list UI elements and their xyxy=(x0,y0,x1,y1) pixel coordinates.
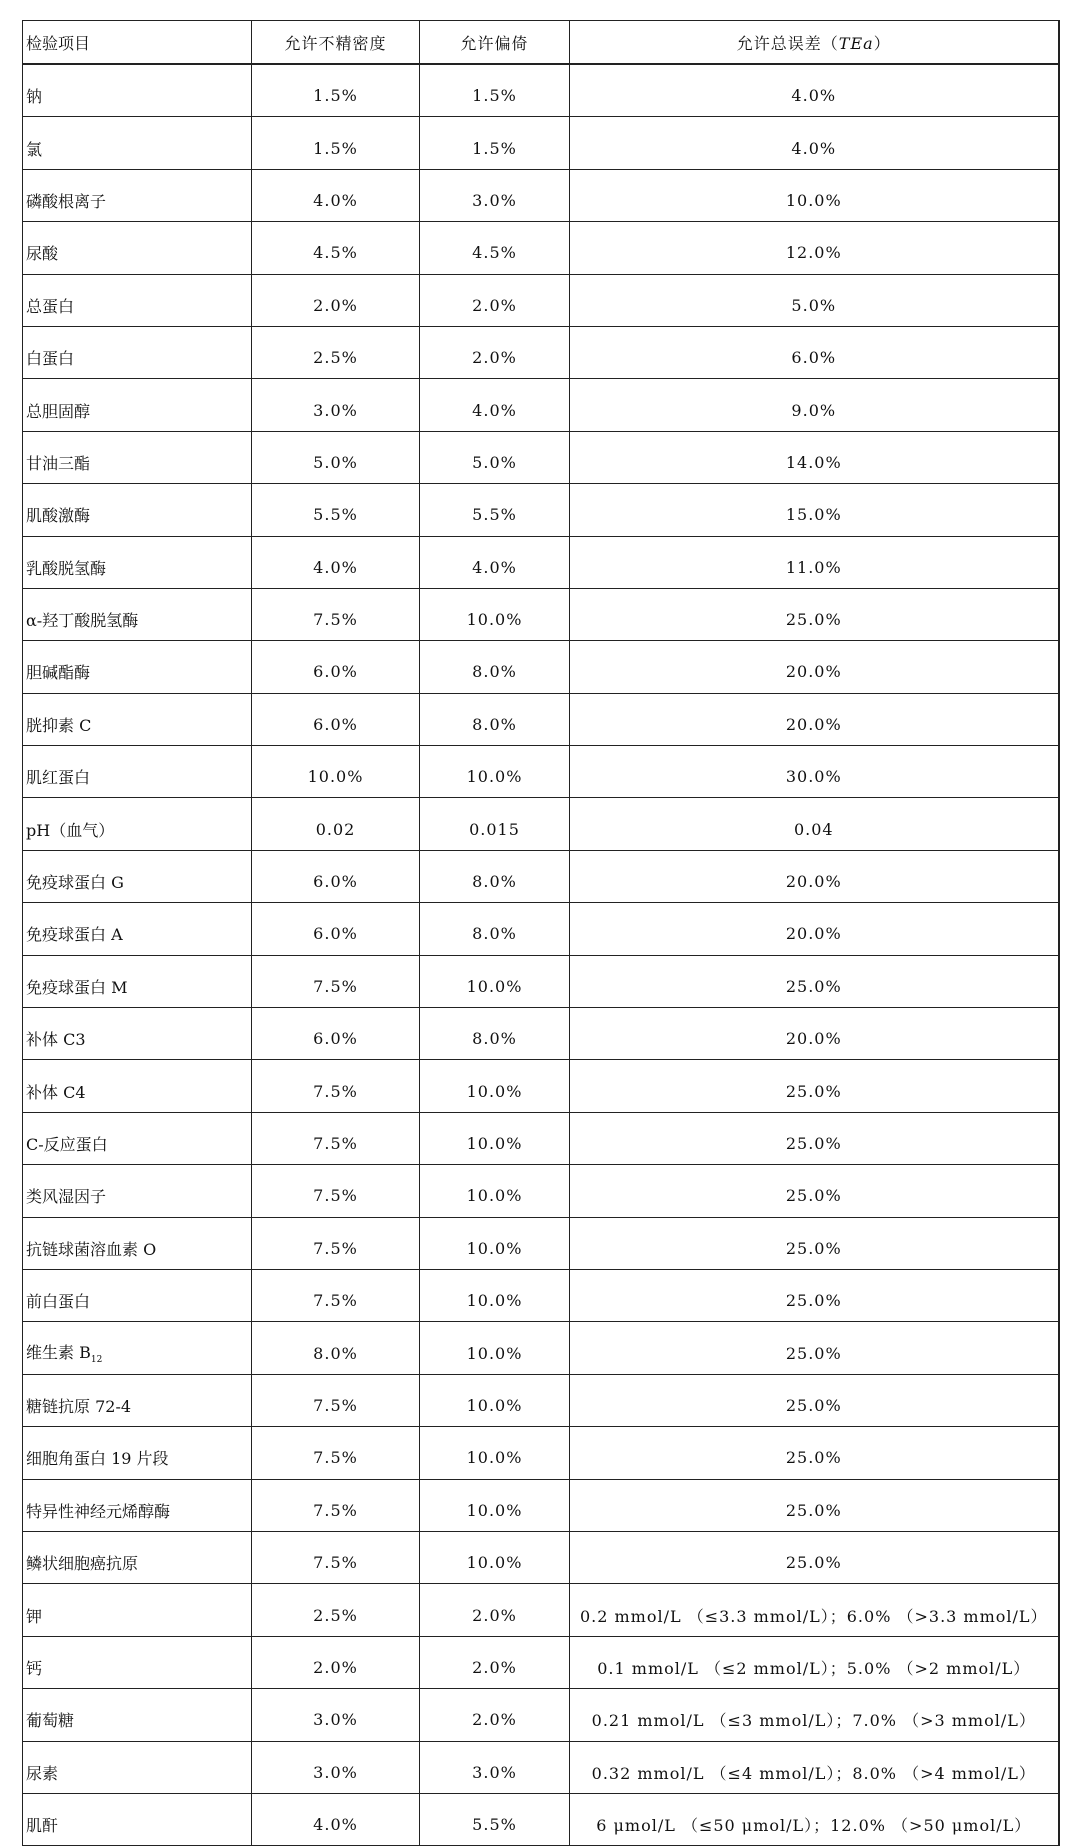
cell-item xyxy=(23,1636,252,1688)
item-label: 免疫球蛋白 A xyxy=(26,925,123,945)
item-label: 钙 xyxy=(26,1658,43,1678)
table-row xyxy=(23,1689,1059,1741)
cell-item xyxy=(23,1531,252,1583)
cell-tea: 11.0% xyxy=(570,536,1059,588)
cell-bias: 8.0% xyxy=(420,1008,570,1060)
cell-tea: 20.0% xyxy=(570,693,1059,745)
cell-bias: 4.0% xyxy=(420,379,570,431)
cell-item xyxy=(23,64,252,117)
cell-imprecision: 0.02 xyxy=(252,798,420,850)
item-label: 胆碱酯酶 xyxy=(26,663,91,683)
cell-bias: 10.0% xyxy=(420,955,570,1007)
cell-bias: 2.0% xyxy=(420,1584,570,1636)
cell-item xyxy=(23,536,252,588)
item-label: 免疫球蛋白 M xyxy=(26,977,128,997)
header-tea-label: 允许总误差（ xyxy=(736,33,839,53)
cell-item xyxy=(23,1060,252,1112)
cell-imprecision: 7.5% xyxy=(252,1060,420,1112)
cell-imprecision: 7.5% xyxy=(252,1217,420,1269)
cell-tea: 20.0% xyxy=(570,641,1059,693)
cell-imprecision: 6.0% xyxy=(252,693,420,745)
table-row xyxy=(23,641,1059,693)
table-row xyxy=(23,222,1059,274)
cell-tea: 20.0% xyxy=(570,903,1059,955)
cell-tea: 0.1 mmol/L （≤2 mmol/L）；5.0% （>2 mmol/L） xyxy=(570,1636,1059,1688)
cell-item xyxy=(23,1584,252,1636)
cell-imprecision: 5.0% xyxy=(252,431,420,483)
header-row xyxy=(23,21,1059,65)
cell-tea: 25.0% xyxy=(570,1060,1059,1112)
cell-tea: 0.32 mmol/L （≤4 mmol/L）；8.0% （>4 mmol/L） xyxy=(570,1741,1059,1793)
cell-item xyxy=(23,1479,252,1531)
cell-item xyxy=(23,1165,252,1217)
table-row xyxy=(23,588,1059,640)
table-row xyxy=(23,1165,1059,1217)
cell-item xyxy=(23,1322,252,1374)
cell-imprecision: 10.0% xyxy=(252,746,420,798)
item-label: 白蛋白 xyxy=(26,349,75,369)
header-tea-italic: TEa xyxy=(838,33,874,53)
item-label: 肌酐 xyxy=(26,1816,59,1836)
table-row xyxy=(23,326,1059,378)
cell-tea: 4.0% xyxy=(570,117,1059,169)
cell-tea: 14.0% xyxy=(570,431,1059,483)
table-row xyxy=(23,117,1059,169)
table-row xyxy=(23,1112,1059,1164)
cell-imprecision: 6.0% xyxy=(252,641,420,693)
cell-tea: 25.0% xyxy=(570,1479,1059,1531)
cell-item xyxy=(23,746,252,798)
table-row xyxy=(23,798,1059,850)
cell-imprecision: 7.5% xyxy=(252,1531,420,1583)
cell-tea: 25.0% xyxy=(570,1531,1059,1583)
cell-bias: 4.0% xyxy=(420,536,570,588)
item-label: 氯 xyxy=(26,139,43,159)
cell-tea: 25.0% xyxy=(570,1269,1059,1321)
cell-imprecision: 6.0% xyxy=(252,1008,420,1060)
item-label: 总胆固醇 xyxy=(26,401,91,421)
item-label: 补体 C4 xyxy=(26,1082,86,1102)
table-row xyxy=(23,431,1059,483)
item-label: 鳞状细胞癌抗原 xyxy=(26,1554,139,1574)
cell-bias: 1.5% xyxy=(420,117,570,169)
item-label: 磷酸根离子 xyxy=(26,191,107,211)
table-row xyxy=(23,1008,1059,1060)
cell-item xyxy=(23,1689,252,1741)
cell-imprecision: 4.0% xyxy=(252,536,420,588)
cell-bias: 3.0% xyxy=(420,1741,570,1793)
cell-tea: 5.0% xyxy=(570,274,1059,326)
cell-item xyxy=(23,1217,252,1269)
table-row xyxy=(23,1636,1059,1688)
cell-imprecision: 7.5% xyxy=(252,588,420,640)
table-row xyxy=(23,379,1059,431)
cell-tea: 4.0% xyxy=(570,64,1059,117)
cell-item xyxy=(23,641,252,693)
cell-imprecision: 4.0% xyxy=(252,169,420,221)
cell-bias: 5.5% xyxy=(420,1793,570,1845)
header-bias: 允许偏倚 xyxy=(420,21,570,65)
item-label: 乳酸脱氢酶 xyxy=(26,558,107,578)
cell-imprecision: 4.5% xyxy=(252,222,420,274)
cell-imprecision: 4.0% xyxy=(252,1793,420,1845)
cell-imprecision: 6.0% xyxy=(252,850,420,902)
cell-imprecision: 3.0% xyxy=(252,1741,420,1793)
item-label: 抗链球菌溶血素 O xyxy=(26,1239,157,1259)
cell-imprecision: 3.0% xyxy=(252,379,420,431)
cell-bias: 1.5% xyxy=(420,64,570,117)
table-row xyxy=(23,903,1059,955)
cell-tea: 25.0% xyxy=(570,1217,1059,1269)
item-label: 钠 xyxy=(26,87,43,107)
cell-tea: 0.21 mmol/L （≤3 mmol/L）；7.0% （>3 mmol/L） xyxy=(570,1689,1059,1741)
cell-item xyxy=(23,326,252,378)
cell-bias: 5.5% xyxy=(420,484,570,536)
item-label: 补体 C3 xyxy=(26,1030,86,1050)
cell-item xyxy=(23,1008,252,1060)
header-imprecision: 允许不精密度 xyxy=(252,21,420,65)
cell-tea: 20.0% xyxy=(570,1008,1059,1060)
cell-tea: 9.0% xyxy=(570,379,1059,431)
item-label: 肌酸激酶 xyxy=(26,506,91,526)
item-label: 总蛋白 xyxy=(26,296,75,316)
cell-bias: 10.0% xyxy=(420,1322,570,1374)
cell-item xyxy=(23,903,252,955)
table-row xyxy=(23,1793,1059,1845)
item-label: 甘油三酯 xyxy=(26,453,91,473)
item-label: 葡萄糖 xyxy=(26,1711,75,1731)
table-row xyxy=(23,746,1059,798)
cell-imprecision: 7.5% xyxy=(252,955,420,1007)
cell-item xyxy=(23,1374,252,1426)
cell-tea: 25.0% xyxy=(570,955,1059,1007)
cell-item xyxy=(23,379,252,431)
cell-imprecision: 7.5% xyxy=(252,1165,420,1217)
cell-item xyxy=(23,1269,252,1321)
cell-item xyxy=(23,955,252,1007)
cell-item xyxy=(23,1741,252,1793)
table-row xyxy=(23,1741,1059,1793)
table-row xyxy=(23,850,1059,902)
cell-imprecision: 2.0% xyxy=(252,1636,420,1688)
item-label: α-羟丁酸脱氢酶 xyxy=(26,611,139,631)
item-label: 糖链抗原 72-4 xyxy=(26,1396,132,1416)
cell-imprecision: 7.5% xyxy=(252,1479,420,1531)
cell-tea: 12.0% xyxy=(570,222,1059,274)
cell-imprecision: 6.0% xyxy=(252,903,420,955)
cell-bias: 10.0% xyxy=(420,746,570,798)
cell-tea: 20.0% xyxy=(570,850,1059,902)
cell-item xyxy=(23,1427,252,1479)
header-tea xyxy=(570,21,1059,65)
tolerance-table xyxy=(22,20,1060,1846)
cell-imprecision: 2.5% xyxy=(252,1584,420,1636)
cell-imprecision: 2.5% xyxy=(252,326,420,378)
cell-tea: 25.0% xyxy=(570,588,1059,640)
item-label: 肌红蛋白 xyxy=(26,768,91,788)
item-label: C-反应蛋白 xyxy=(26,1135,108,1154)
table-row xyxy=(23,1531,1059,1583)
cell-tea: 15.0% xyxy=(570,484,1059,536)
cell-bias: 8.0% xyxy=(420,850,570,902)
cell-tea: 25.0% xyxy=(570,1427,1059,1479)
cell-bias: 4.5% xyxy=(420,222,570,274)
cell-imprecision: 2.0% xyxy=(252,274,420,326)
cell-bias: 10.0% xyxy=(420,1479,570,1531)
cell-bias: 10.0% xyxy=(420,1269,570,1321)
cell-imprecision: 3.0% xyxy=(252,1689,420,1741)
table-row xyxy=(23,1584,1059,1636)
cell-bias: 8.0% xyxy=(420,693,570,745)
item-label: 维生素 B xyxy=(26,1343,91,1363)
table-row xyxy=(23,1374,1059,1426)
cell-bias: 5.0% xyxy=(420,431,570,483)
item-label: 细胞角蛋白 19 片段 xyxy=(26,1449,169,1469)
cell-bias: 10.0% xyxy=(420,1374,570,1426)
cell-tea: 10.0% xyxy=(570,169,1059,221)
cell-tea: 6.0% xyxy=(570,326,1059,378)
cell-imprecision: 7.5% xyxy=(252,1269,420,1321)
item-label: 尿素 xyxy=(26,1763,59,1783)
cell-bias: 10.0% xyxy=(420,1427,570,1479)
cell-bias: 10.0% xyxy=(420,588,570,640)
item-label: 免疫球蛋白 G xyxy=(26,873,124,893)
cell-item xyxy=(23,1112,252,1164)
table-row xyxy=(23,1322,1059,1374)
cell-item xyxy=(23,798,252,850)
cell-imprecision: 1.5% xyxy=(252,117,420,169)
cell-item xyxy=(23,1793,252,1845)
item-label: 钾 xyxy=(26,1606,43,1626)
cell-bias: 2.0% xyxy=(420,1636,570,1688)
cell-tea: 25.0% xyxy=(570,1112,1059,1164)
cell-item xyxy=(23,484,252,536)
cell-bias: 3.0% xyxy=(420,169,570,221)
table-row xyxy=(23,693,1059,745)
cell-imprecision: 8.0% xyxy=(252,1322,420,1374)
item-label: 前白蛋白 xyxy=(26,1292,91,1312)
cell-item xyxy=(23,693,252,745)
cell-bias: 2.0% xyxy=(420,1689,570,1741)
cell-item xyxy=(23,117,252,169)
cell-tea: 30.0% xyxy=(570,746,1059,798)
table-row xyxy=(23,1427,1059,1479)
cell-bias: 10.0% xyxy=(420,1112,570,1164)
cell-tea: 0.04 xyxy=(570,798,1059,850)
item-label: 特异性神经元烯醇酶 xyxy=(26,1501,171,1521)
cell-bias: 0.015 xyxy=(420,798,570,850)
item-label: pH（血气） xyxy=(26,820,115,840)
cell-imprecision: 7.5% xyxy=(252,1112,420,1164)
cell-item xyxy=(23,588,252,640)
header-tea-close: ） xyxy=(873,33,891,53)
cell-bias: 2.0% xyxy=(420,326,570,378)
item-label: 类风湿因子 xyxy=(26,1187,107,1207)
cell-bias: 10.0% xyxy=(420,1165,570,1217)
cell-bias: 2.0% xyxy=(420,274,570,326)
table-row xyxy=(23,1060,1059,1112)
cell-item xyxy=(23,274,252,326)
item-label: 尿酸 xyxy=(26,244,59,264)
cell-bias: 8.0% xyxy=(420,641,570,693)
cell-imprecision: 7.5% xyxy=(252,1374,420,1426)
cell-imprecision: 7.5% xyxy=(252,1427,420,1479)
item-label: 胱抑素 C xyxy=(26,715,92,735)
cell-tea: 25.0% xyxy=(570,1322,1059,1374)
cell-tea: 0.2 mmol/L （≤3.3 mmol/L）；6.0% （>3.3 mmol/L） xyxy=(570,1584,1059,1636)
header-item: 检验项目 xyxy=(23,21,252,65)
table-row xyxy=(23,536,1059,588)
cell-item xyxy=(23,850,252,902)
table-row xyxy=(23,1217,1059,1269)
cell-bias: 10.0% xyxy=(420,1217,570,1269)
cell-item xyxy=(23,169,252,221)
cell-bias: 8.0% xyxy=(420,903,570,955)
cell-item xyxy=(23,431,252,483)
cell-bias: 10.0% xyxy=(420,1060,570,1112)
table-row xyxy=(23,1269,1059,1321)
item-subscript: 12 xyxy=(90,1355,103,1366)
table-row xyxy=(23,1479,1059,1531)
cell-tea: 25.0% xyxy=(570,1374,1059,1426)
table-row xyxy=(23,955,1059,1007)
cell-tea: 6 μmol/L （≤50 μmol/L）；12.0% （>50 μmol/L） xyxy=(570,1793,1059,1845)
table-row xyxy=(23,169,1059,221)
cell-item xyxy=(23,222,252,274)
cell-imprecision: 5.5% xyxy=(252,484,420,536)
cell-tea: 25.0% xyxy=(570,1165,1059,1217)
table-row xyxy=(23,274,1059,326)
cell-imprecision: 1.5% xyxy=(252,64,420,117)
table-row xyxy=(23,64,1059,117)
table-row xyxy=(23,484,1059,536)
cell-bias: 10.0% xyxy=(420,1531,570,1583)
